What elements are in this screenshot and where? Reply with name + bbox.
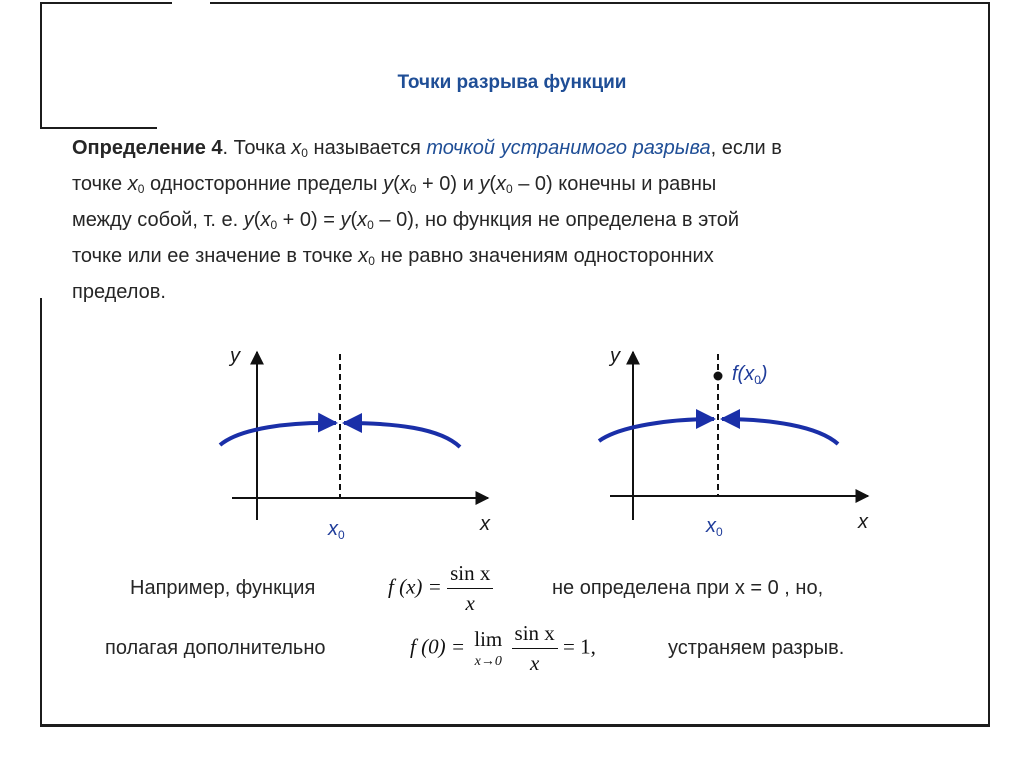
frame-left-upper (40, 2, 42, 128)
term-removable-discontinuity: точкой устранимого разрыва (426, 137, 711, 159)
limit-operator: lim x→0 (474, 627, 503, 669)
right-branch-curve (722, 419, 838, 444)
definition-line-3: между собой, т. е. $y(x_0 + 0) = y(x_0 - 0)$, но функция не определена в этой (72, 209, 740, 232)
example-line1-start: Например, функция (130, 577, 316, 599)
f-x0-point (714, 372, 723, 381)
x-axis-label: x (858, 511, 868, 533)
fraction-sinx-x: $\frac{\text{sin x}}{x}$ (447, 561, 493, 616)
frame-top-right (210, 2, 990, 4)
x0-label: $x_0$ (706, 515, 723, 539)
formula-sinx-over-x: f (x) = $\frac{\text{sin x}}{x}$ (388, 561, 493, 616)
slide-title: Точки разрыва функции (397, 72, 627, 93)
definition-line-5: пределов. (72, 281, 166, 303)
example-line1-end: не определена при x = 0 , но, (552, 577, 824, 599)
formula-limit: f (0) = lim x→0 $\frac{\text{sin x}}{x}$ = 1, (410, 621, 596, 675)
example-line2-start: полагая дополнительно (105, 637, 326, 659)
example-line2-end: устраняем разрыв. (668, 637, 845, 659)
frame-left-lower (40, 298, 42, 726)
frame-divider (40, 127, 157, 129)
left-branch-curve (599, 419, 714, 441)
graph-left (200, 340, 510, 550)
graph-right (580, 340, 890, 550)
fraction-sinx-x-limit: $\frac{\text{sin x}}{x}$ (512, 621, 558, 676)
definition-line-4: точке или ее значение в точке $x_0$ не равно значениям односторонних (72, 245, 714, 268)
definition-paragraph (72, 130, 997, 310)
frame-bottom (40, 724, 990, 727)
definition-label: Определение 4 (72, 137, 223, 159)
frame-top-left (40, 2, 172, 4)
definition-line-2: точке $x_0$ односторонние пределы $y(x_0 + 0)$ и $y(x_0 - 0)$ конечны и равны (72, 173, 717, 196)
left-branch-curve (220, 423, 336, 445)
frame-right (988, 2, 990, 726)
definition-line-1: Определение 4. Точка $x_0$ называется точкой устранимого разрыва, если в (72, 137, 782, 160)
x-axis-label: x (480, 513, 490, 535)
x0-label: $x_0$ (328, 518, 345, 542)
f-x0-label: $f(x_0)$ (732, 363, 768, 387)
right-branch-curve (344, 423, 460, 447)
y-axis-label: y (610, 345, 620, 367)
y-axis-label: y (230, 345, 240, 367)
